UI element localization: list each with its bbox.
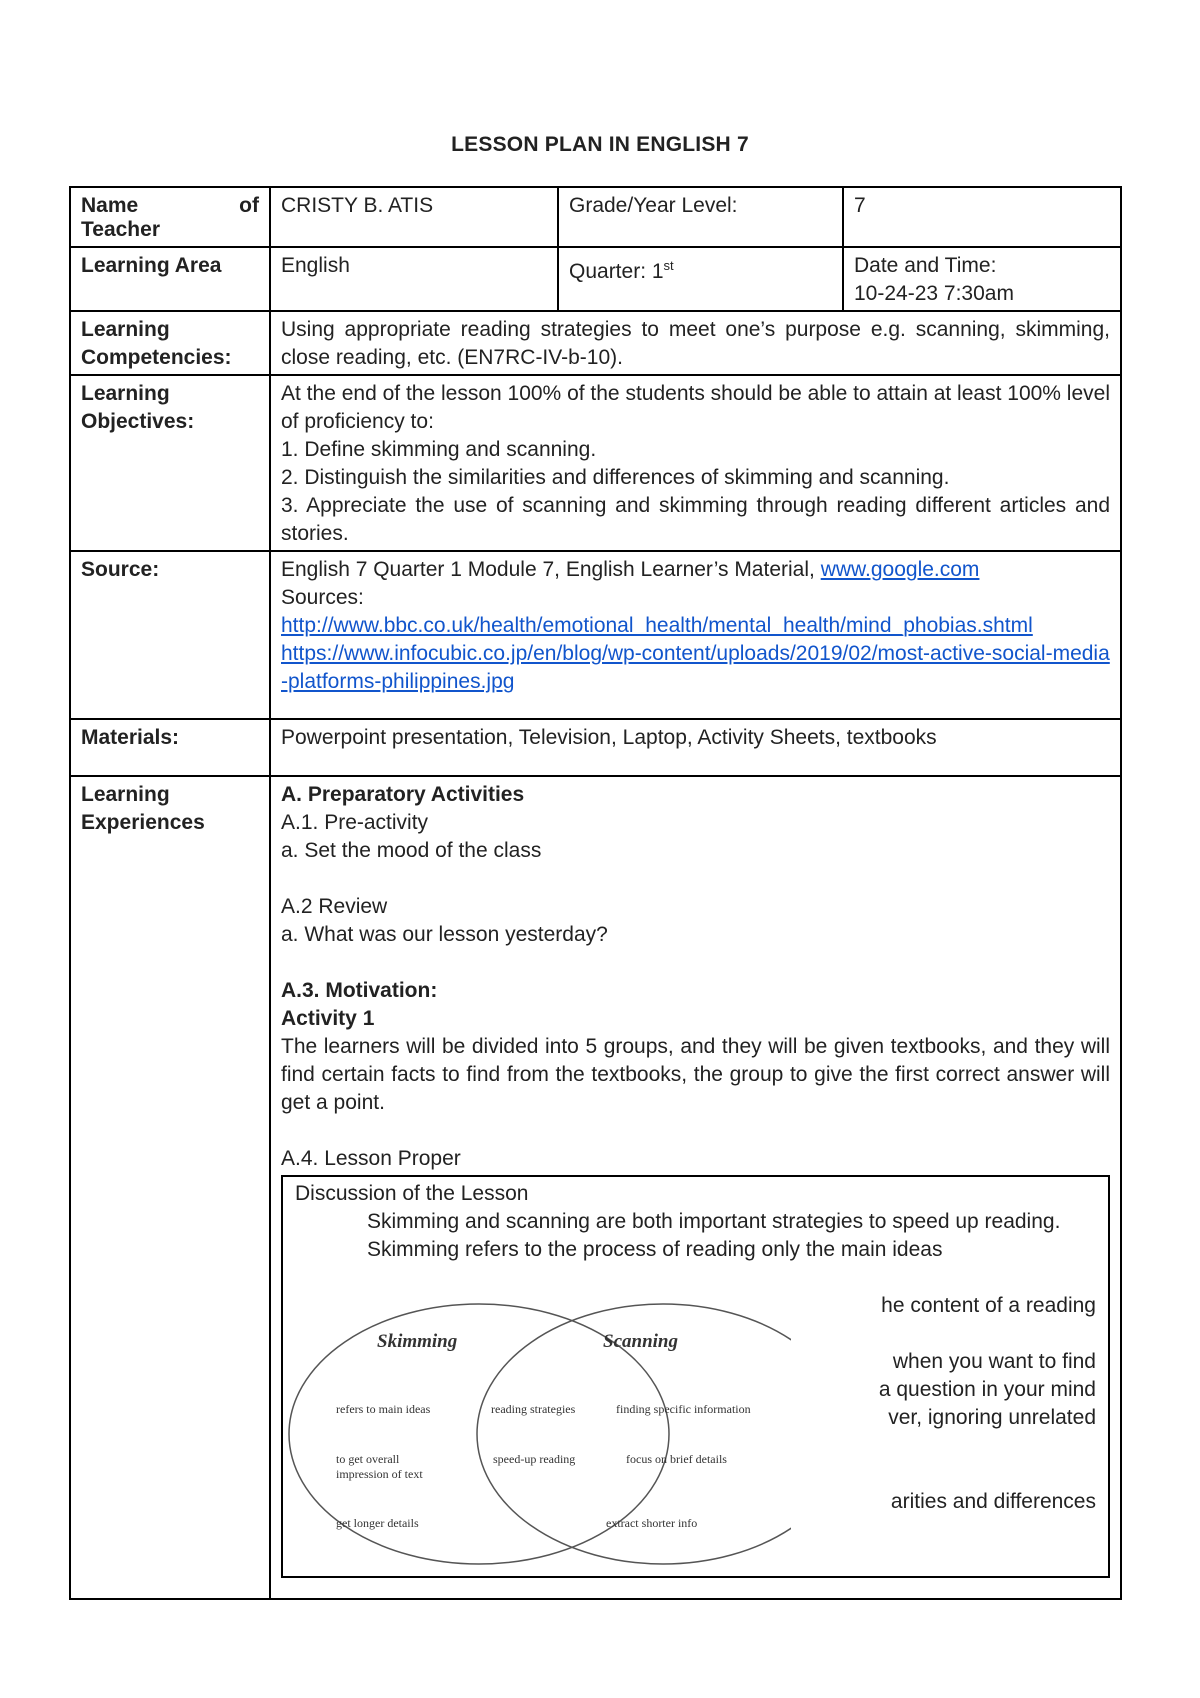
quarter-superscript: st	[663, 258, 674, 273]
venn-right-item: finding specific information	[616, 1402, 751, 1416]
experiences-cell	[270, 776, 1121, 1599]
activity-text: The learners will be divided into 5 groups, and they will be given textbooks, and they will find certain facts to find from the textbooks, the group to give the first correct answer will get a point.	[281, 1035, 1110, 1114]
infocubic-link[interactable]: https://www.infocubic.co.jp/en/blog/wp-content/uploads/2019/02/most-active-social-media-platforms-philippines.jpg	[281, 642, 1110, 693]
source-cell	[270, 551, 1121, 719]
quarter-cell	[558, 247, 843, 311]
review: A.2 Review	[281, 895, 388, 918]
table-row	[70, 551, 1121, 719]
date-time-label: Date and Time:	[854, 254, 997, 277]
discussion-paragraph: Skimming refers to the process of reading only the main ideas	[367, 1238, 943, 1261]
table-row	[70, 375, 1121, 551]
objectives-label: Learning Objectives:	[70, 375, 270, 551]
venn-center-item: speed-up reading	[493, 1452, 576, 1466]
discussion-fragment: ver, ignoring unrelated	[888, 1406, 1096, 1429]
table-row	[70, 187, 1121, 247]
learning-area-label: Learning Area	[70, 247, 270, 311]
learning-area-value: English	[270, 247, 558, 311]
objectives-intro: At the end of the lesson 100% of the students should be able to attain at least 100% level of proficiency to:	[281, 382, 1110, 433]
venn-left-item: get longer details	[336, 1516, 419, 1530]
lesson-proper: A.4. Lesson Proper	[281, 1147, 461, 1170]
table-row	[70, 247, 1121, 311]
pre-activity-a: a. Set the mood of the class	[281, 839, 542, 862]
source-text: English 7 Quarter 1 Module 7, English Learner’s Material,	[281, 558, 821, 581]
venn-left-item: to get overall	[336, 1452, 400, 1466]
motivation-heading: A.3. Motivation:	[281, 979, 438, 1002]
venn-diagram	[281, 1292, 791, 1568]
activity-heading: Activity 1	[281, 1007, 375, 1030]
discussion-title: Discussion of the Lesson	[295, 1182, 529, 1205]
pre-activity: A.1. Pre-activity	[281, 811, 429, 834]
discussion-fragment: arities and differences	[890, 1490, 1096, 1513]
scanning-title: Scanning	[603, 1331, 678, 1352]
objective-item: 1. Define skimming and scanning.	[281, 438, 597, 461]
competencies-label: Learning Competencies:	[70, 311, 270, 375]
discussion-paragraph: Skimming and scanning are both important strategies to speed up reading.	[367, 1210, 1061, 1233]
table-row	[70, 776, 1121, 1599]
experiences-label: Learning Experiences	[70, 776, 270, 1599]
sources-label: Sources:	[281, 586, 364, 609]
venn-right-item: extract shorter info	[606, 1516, 698, 1530]
name-of-teacher-label: Name of Teacher	[70, 187, 270, 247]
objective-item: 2. Distinguish the similarities and differences of skimming and scanning.	[281, 466, 950, 489]
teacher-name: CRISTY B. ATIS	[270, 187, 558, 247]
date-time-cell	[843, 247, 1121, 311]
venn-left-item: impression of text	[336, 1467, 423, 1481]
venn-left-item: refers to main ideas	[336, 1402, 431, 1416]
table-row	[70, 311, 1121, 375]
grade-level-label: Grade/Year Level:	[558, 187, 843, 247]
grade-level-value: 7	[843, 187, 1121, 247]
competencies-text: Using appropriate reading strategies to meet one’s purpose e.g. scanning, skimming, close reading, etc. (EN7RC-IV-b-10).	[270, 311, 1121, 375]
date-time-value: 10-24-23 7:30am	[854, 282, 1014, 305]
objectives-cell	[270, 375, 1121, 551]
preparatory-heading: A. Preparatory Activities	[281, 783, 525, 806]
google-link[interactable]: www.google.com	[820, 558, 980, 581]
lesson-plan-table	[69, 186, 1122, 1600]
materials-label: Materials:	[70, 719, 270, 776]
review-a: a. What was our lesson yesterday?	[281, 923, 608, 946]
materials-text: Powerpoint presentation, Television, Laptop, Activity Sheets, textbooks	[270, 719, 1121, 776]
discussion-box	[281, 1175, 1110, 1578]
venn-center-item: reading strategies	[491, 1402, 576, 1416]
bbc-link[interactable]: http://www.bbc.co.uk/health/emotional_health/mental_health/mind_phobias.shtml	[281, 614, 1033, 637]
quarter-label: Quarter: 1	[569, 260, 664, 283]
objective-item: 3. Appreciate the use of scanning and skimming through reading different articles and stories.	[281, 494, 1110, 545]
source-label: Source:	[70, 551, 270, 719]
skimming-title: Skimming	[377, 1331, 458, 1352]
discussion-fragment: when you want to find	[892, 1350, 1096, 1373]
venn-right-item: focus on brief details	[626, 1452, 727, 1466]
document-title: LESSON PLAN IN ENGLISH 7	[451, 133, 749, 156]
discussion-fragment: he content of a reading	[881, 1294, 1096, 1317]
discussion-fragment: a question in your mind	[878, 1378, 1096, 1401]
table-row	[70, 719, 1121, 776]
